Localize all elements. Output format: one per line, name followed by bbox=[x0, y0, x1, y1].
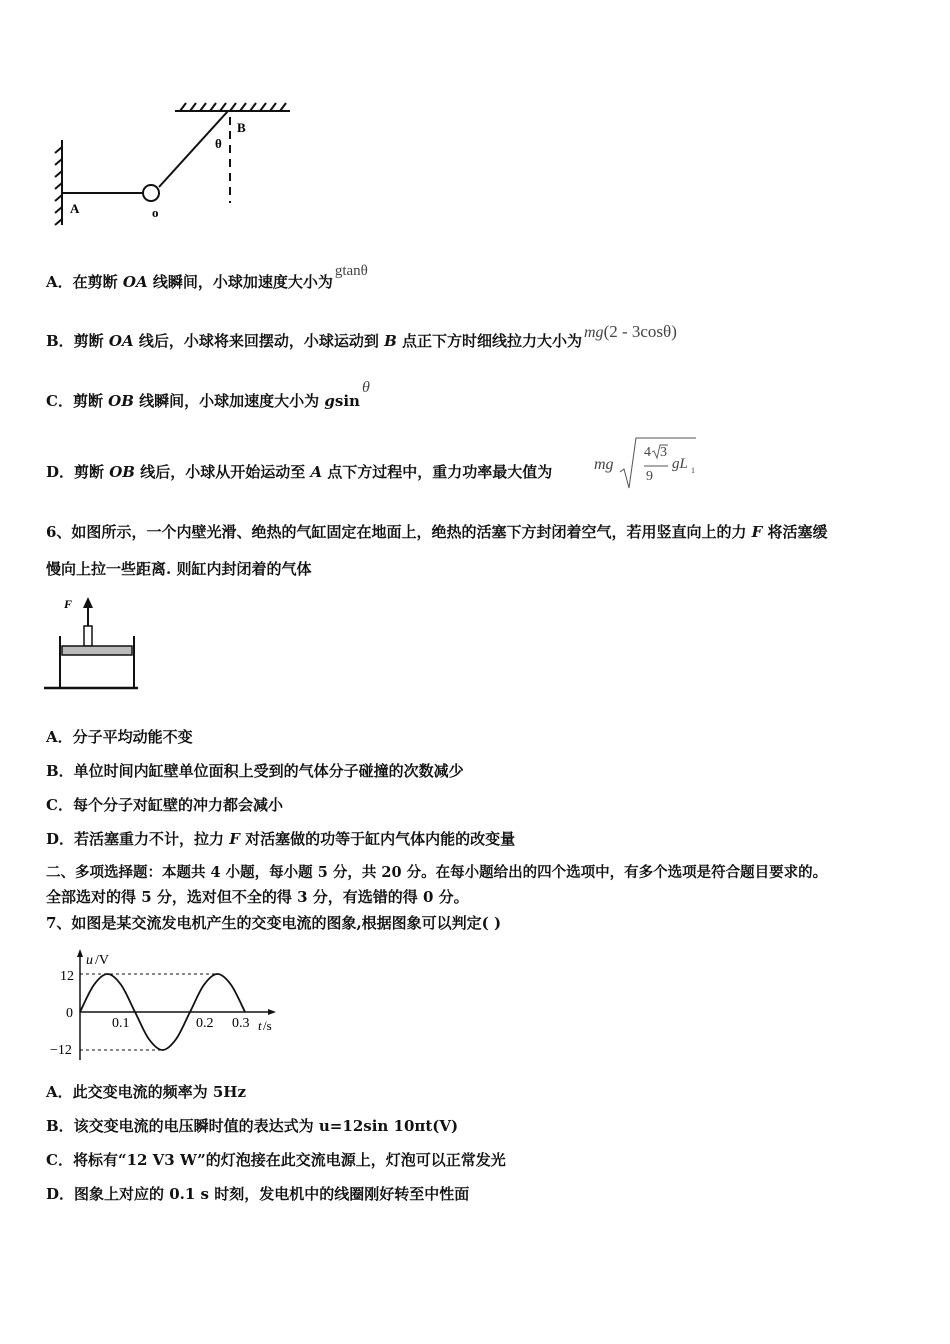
piston bbox=[62, 646, 132, 655]
q6-line1-pre: 6、如图所示，一个内壁光滑、绝热的气缸固定在地面上，绝热的活塞下方封闭着空气，若用竖直向上的力 bbox=[46, 523, 752, 541]
x-axis-unit: /s bbox=[263, 1018, 272, 1033]
q5d-gl: gL bbox=[672, 456, 688, 472]
label-O: o bbox=[152, 205, 159, 220]
q6-option-a: A．分子平均动能不变 bbox=[46, 728, 193, 746]
q6-line1-post: 将活塞缓 bbox=[762, 523, 828, 541]
q5d-num-coef: 4 bbox=[644, 445, 651, 460]
cylinder-figure bbox=[40, 592, 150, 694]
q5b-mid: 线后，小球将来回摆动，小球运动到 bbox=[133, 332, 385, 350]
q5c-sin: sin bbox=[334, 392, 360, 410]
q6-stem-line1 bbox=[46, 522, 828, 542]
q6-stem-line2: 慢向上拉一些距离. 则缸内封闭着的气体 bbox=[46, 560, 312, 578]
q5-option-a bbox=[46, 263, 368, 293]
q7-option-a: A．此交变电流的频率为 5Hz bbox=[46, 1083, 246, 1101]
data-point-4 bbox=[134, 1011, 135, 1012]
x-tick-label-0: 0.1 bbox=[112, 1016, 130, 1031]
x-tick-label-1: 0.2 bbox=[196, 1016, 214, 1031]
q5d-var2: A bbox=[310, 463, 323, 481]
piston-rod bbox=[84, 626, 92, 646]
q5a-pre: A．在剪断 bbox=[46, 273, 123, 291]
q5d-post: 点下方过程中，重力功率最大值为 bbox=[322, 463, 553, 481]
x-tick-label-2: 0.3 bbox=[232, 1016, 250, 1031]
q6-line1-F: F bbox=[751, 523, 763, 541]
q5-option-b bbox=[46, 322, 677, 352]
data-point-0 bbox=[79, 1011, 80, 1012]
q7-stem: 7、如图是某交流发电机产生的交变电流的图象,根据图象可以判定( ) bbox=[46, 914, 502, 932]
data-point-10 bbox=[217, 973, 218, 974]
q5b-pre: B．剪断 bbox=[46, 332, 109, 350]
data-point-6 bbox=[162, 1049, 163, 1050]
section2-line2: 全部选对的得 5 分，选对但不全的得 3 分，有选错的得 0 分。 bbox=[46, 888, 469, 906]
label-theta: θ bbox=[215, 136, 222, 151]
data-point-5 bbox=[148, 1038, 149, 1039]
x-axis-var: t bbox=[258, 1018, 262, 1033]
q5-option-c bbox=[46, 379, 370, 412]
pendulum-figure bbox=[40, 95, 300, 235]
data-point-7 bbox=[176, 1038, 177, 1039]
q5c-g: g bbox=[324, 392, 335, 410]
ac-voltage-chart bbox=[40, 946, 290, 1066]
q5c-post: 线瞬间，小球加速度大小为 bbox=[133, 392, 325, 410]
data-point-8 bbox=[189, 1011, 190, 1012]
q6d-pre: D．若活塞重力不计，拉力 bbox=[46, 830, 230, 848]
q5a-var: OA bbox=[122, 273, 148, 291]
q5b-var: OA bbox=[108, 332, 134, 350]
data-point-9 bbox=[203, 985, 204, 986]
q6d-F: F bbox=[229, 830, 240, 848]
q6-option-b: B．单位时间内缸壁单位面积上受到的气体分子碰撞的次数减少 bbox=[46, 762, 464, 780]
ball bbox=[143, 185, 159, 201]
q5d-mid: 线后，小球从开始运动至 bbox=[134, 463, 311, 481]
section2-line1: 二、多项选择题：本题共 4 小题，每小题 5 分，共 20 分。在每小题给出的四个选项中，有多个选项是符合题目要求的。 bbox=[46, 864, 828, 881]
q6-option-c: C．每个分子对缸壁的冲力都会减小 bbox=[46, 796, 283, 814]
q5b-var2: B bbox=[384, 332, 397, 350]
q5d-num-root: 3 bbox=[660, 445, 667, 460]
q5b-post: 点正下方时细线拉力大小为 bbox=[396, 332, 582, 350]
y-axis-var: u bbox=[86, 953, 93, 968]
q5-option-d bbox=[46, 462, 552, 482]
q7-option-c: C．将标有“12 V3 W”的灯泡接在此交流电源上，灯泡可以正常发光 bbox=[46, 1151, 506, 1169]
q6-option-d bbox=[46, 829, 515, 849]
label-B: B bbox=[237, 120, 246, 135]
data-point-12 bbox=[244, 1011, 245, 1012]
data-point-2 bbox=[107, 973, 108, 974]
q5b-math-mg: mg bbox=[584, 324, 604, 341]
data-point-1 bbox=[93, 985, 94, 986]
q6d-post: 对活塞做的功等于缸内气体内能的改变量 bbox=[239, 830, 516, 848]
ceiling-hatch bbox=[175, 103, 290, 111]
q5a-math: gtanθ bbox=[334, 263, 368, 279]
q5d-pre: D．剪断 bbox=[46, 463, 110, 481]
q5d-den: 9 bbox=[646, 469, 653, 484]
label-A: A bbox=[70, 201, 80, 216]
q5d-sub: 1 bbox=[691, 466, 695, 475]
y-tick-label-1: 0 bbox=[66, 1006, 73, 1021]
q5c-theta: θ bbox=[361, 379, 370, 396]
y-tick-label-0: 12 bbox=[60, 969, 74, 984]
q5d-var: OB bbox=[109, 463, 135, 481]
q5c-pre: C．剪断 bbox=[46, 392, 109, 410]
force-label: F bbox=[64, 597, 73, 611]
force-arrowhead bbox=[83, 597, 93, 608]
y-axis-arrow bbox=[77, 949, 83, 957]
q7-option-b: B．该交变电流的电压瞬时值的表达式为 u=12sin 10πt(V) bbox=[46, 1117, 459, 1135]
wall-hatch bbox=[55, 140, 62, 225]
q5b-math-rest: (2 - 3cosθ) bbox=[603, 322, 677, 341]
q5c-var: OB bbox=[108, 392, 134, 410]
data-point-11 bbox=[231, 985, 232, 986]
x-axis-arrow bbox=[268, 1009, 276, 1015]
q7-option-d: D．图象上对应的 0.1 s 时刻，发电机中的线圈刚好转至中性面 bbox=[46, 1185, 470, 1203]
data-point-3 bbox=[121, 985, 122, 986]
q5d-mg: mg bbox=[594, 456, 614, 473]
y-axis-unit: /V bbox=[95, 953, 109, 968]
q5a-post: 线瞬间，小球加速度大小为 bbox=[147, 273, 333, 291]
y-tick-label-2: −12 bbox=[50, 1043, 72, 1058]
q5d-formula bbox=[594, 436, 704, 492]
